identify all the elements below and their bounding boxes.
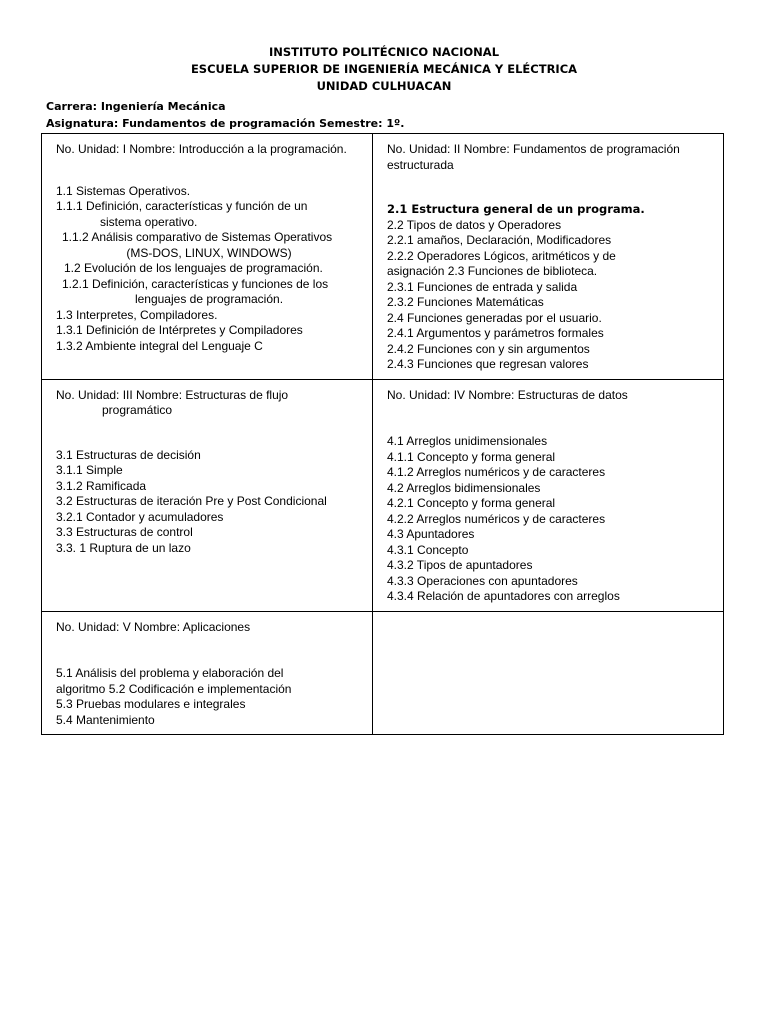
list-item: 2.2 Tipos de datos y Operadores	[387, 217, 562, 232]
subject-label: Asignatura: Fundamentos de programación Semestre: 1º.	[46, 117, 405, 130]
list-item: 4.2.2 Arreglos numéricos y de caracteres	[387, 511, 606, 526]
list-item: 5.1 Análisis del problema y elaboración del	[56, 666, 284, 680]
list-item: 2.4.2 Funciones con y sin argumentos	[387, 341, 590, 356]
list-item: 2.1 Estructura general de un programa.	[387, 202, 645, 216]
list-item: 1.1.1 Definición, características y función de un	[56, 199, 308, 213]
list-item: 4.2 Arreglos bidimensionales	[387, 480, 541, 495]
list-item: 2.2.2 Operadores Lógicos, aritméticos y de	[387, 248, 616, 263]
unit-3-heading	[56, 388, 362, 419]
list-item: 3.1.2 Ramificada	[56, 478, 147, 493]
list-item: asignación 2.3 Funciones de biblioteca.	[387, 264, 598, 278]
list-item: 4.3.3 Operaciones con apuntadores	[387, 573, 578, 588]
list-item: 4.3.4 Relación de apuntadores con arreglos	[387, 589, 620, 603]
list-item: 2.2.1 amaños, Declaración, Modificadores	[387, 233, 612, 247]
list-item: 1.1 Sistemas Operativos.	[56, 183, 191, 198]
unit-2-heading-line-2: estructurada	[387, 157, 454, 172]
syllabus-table	[41, 133, 724, 735]
list-item: 2.4 Funciones generadas por el usuario.	[387, 310, 602, 325]
list-item: 1.3.2 Ambiente integral del Lenguaje C	[56, 338, 263, 353]
empty-cell	[373, 611, 724, 735]
unit-3-cell	[42, 379, 373, 611]
list-item: 2.4.1 Argumentos y parámetros formales	[387, 326, 604, 340]
list-item: 3.3 Estructuras de control	[56, 525, 193, 539]
list-item: 4.3.1 Concepto	[387, 542, 469, 557]
list-item: 4.1.1 Concepto y forma general	[387, 449, 556, 464]
course-meta	[46, 98, 404, 132]
list-item: 5.3 Pruebas modulares e integrales	[56, 697, 246, 711]
list-item: 3.3. 1 Ruptura de un lazo	[56, 540, 191, 555]
document-header	[0, 44, 768, 95]
table-row	[42, 611, 724, 735]
list-item: 2.3.2 Funciones Matemáticas	[387, 295, 544, 309]
list-item: 2.4.3 Funciones que regresan valores	[387, 357, 589, 371]
unit-2-cell	[373, 134, 724, 380]
list-item: 1.3.1 Definición de Intérpretes y Compiladores	[56, 323, 303, 337]
table-row	[42, 379, 724, 611]
list-item: (MS-DOS, LINUX, WINDOWS)	[126, 245, 292, 260]
list-item: 4.1.2 Arreglos numéricos y de caracteres	[387, 465, 606, 479]
list-item: 4.3 Apuntadores	[387, 527, 475, 541]
institution-title: INSTITUTO POLITÉCNICO NACIONAL	[268, 45, 500, 59]
list-item: algoritmo 5.2 Codificación e implementación	[56, 681, 292, 696]
unit-3-heading-line-2: programático	[102, 403, 173, 417]
list-item: 3.2 Estructuras de iteración Pre y Post Condicional	[56, 494, 327, 508]
unit-1-cell	[42, 134, 373, 380]
unit-title: UNIDAD CULHUACAN	[316, 79, 452, 93]
unit-1-heading: No. Unidad: I Nombre: Introducción a la programación.	[56, 142, 347, 156]
unit-5-cell	[42, 611, 373, 735]
list-item: 4.3.2 Tipos de apuntadores	[387, 558, 533, 572]
list-item: 4.1 Arreglos unidimensionales	[387, 434, 548, 448]
career-label: Carrera: Ingeniería Mecánica	[46, 100, 226, 113]
list-item: 3.1.1 Simple	[56, 463, 123, 477]
unit-2-heading	[387, 142, 713, 173]
unit-4-heading: No. Unidad: IV Nombre: Estructuras de datos	[387, 387, 628, 402]
list-item: 3.1 Estructuras de decisión	[56, 447, 201, 462]
unit-4-cell	[373, 379, 724, 611]
list-item: 2.3.1 Funciones de entrada y salida	[387, 279, 578, 294]
school-title: ESCUELA SUPERIOR DE INGENIERÍA MECÁNICA Y ELÉCTRICA	[190, 62, 578, 76]
list-item: sistema operativo.	[100, 214, 198, 229]
list-item: lenguajes de programación.	[134, 292, 284, 306]
unit-3-heading-line-1: No. Unidad: III Nombre: Estructuras de flujo	[56, 387, 289, 402]
list-item: 3.2.1 Contador y acumuladores	[56, 509, 224, 524]
unit-2-heading-line-1: No. Unidad: II Nombre: Fundamentos de programación	[387, 142, 680, 156]
list-item: 1.1.2 Análisis comparativo de Sistemas Operativos	[62, 230, 333, 244]
list-item: 1.2 Evolución de los lenguajes de programación.	[64, 261, 323, 275]
list-item: 4.2.1 Concepto y forma general	[387, 496, 556, 510]
table-row	[42, 134, 724, 380]
list-item: 1.2.1 Definición, características y funciones de los	[62, 276, 329, 291]
list-item: 5.4 Mantenimiento	[56, 712, 155, 727]
list-item: 1.3 Interpretes, Compiladores.	[56, 307, 218, 322]
unit-5-heading: No. Unidad: V Nombre: Aplicaciones	[56, 619, 251, 634]
